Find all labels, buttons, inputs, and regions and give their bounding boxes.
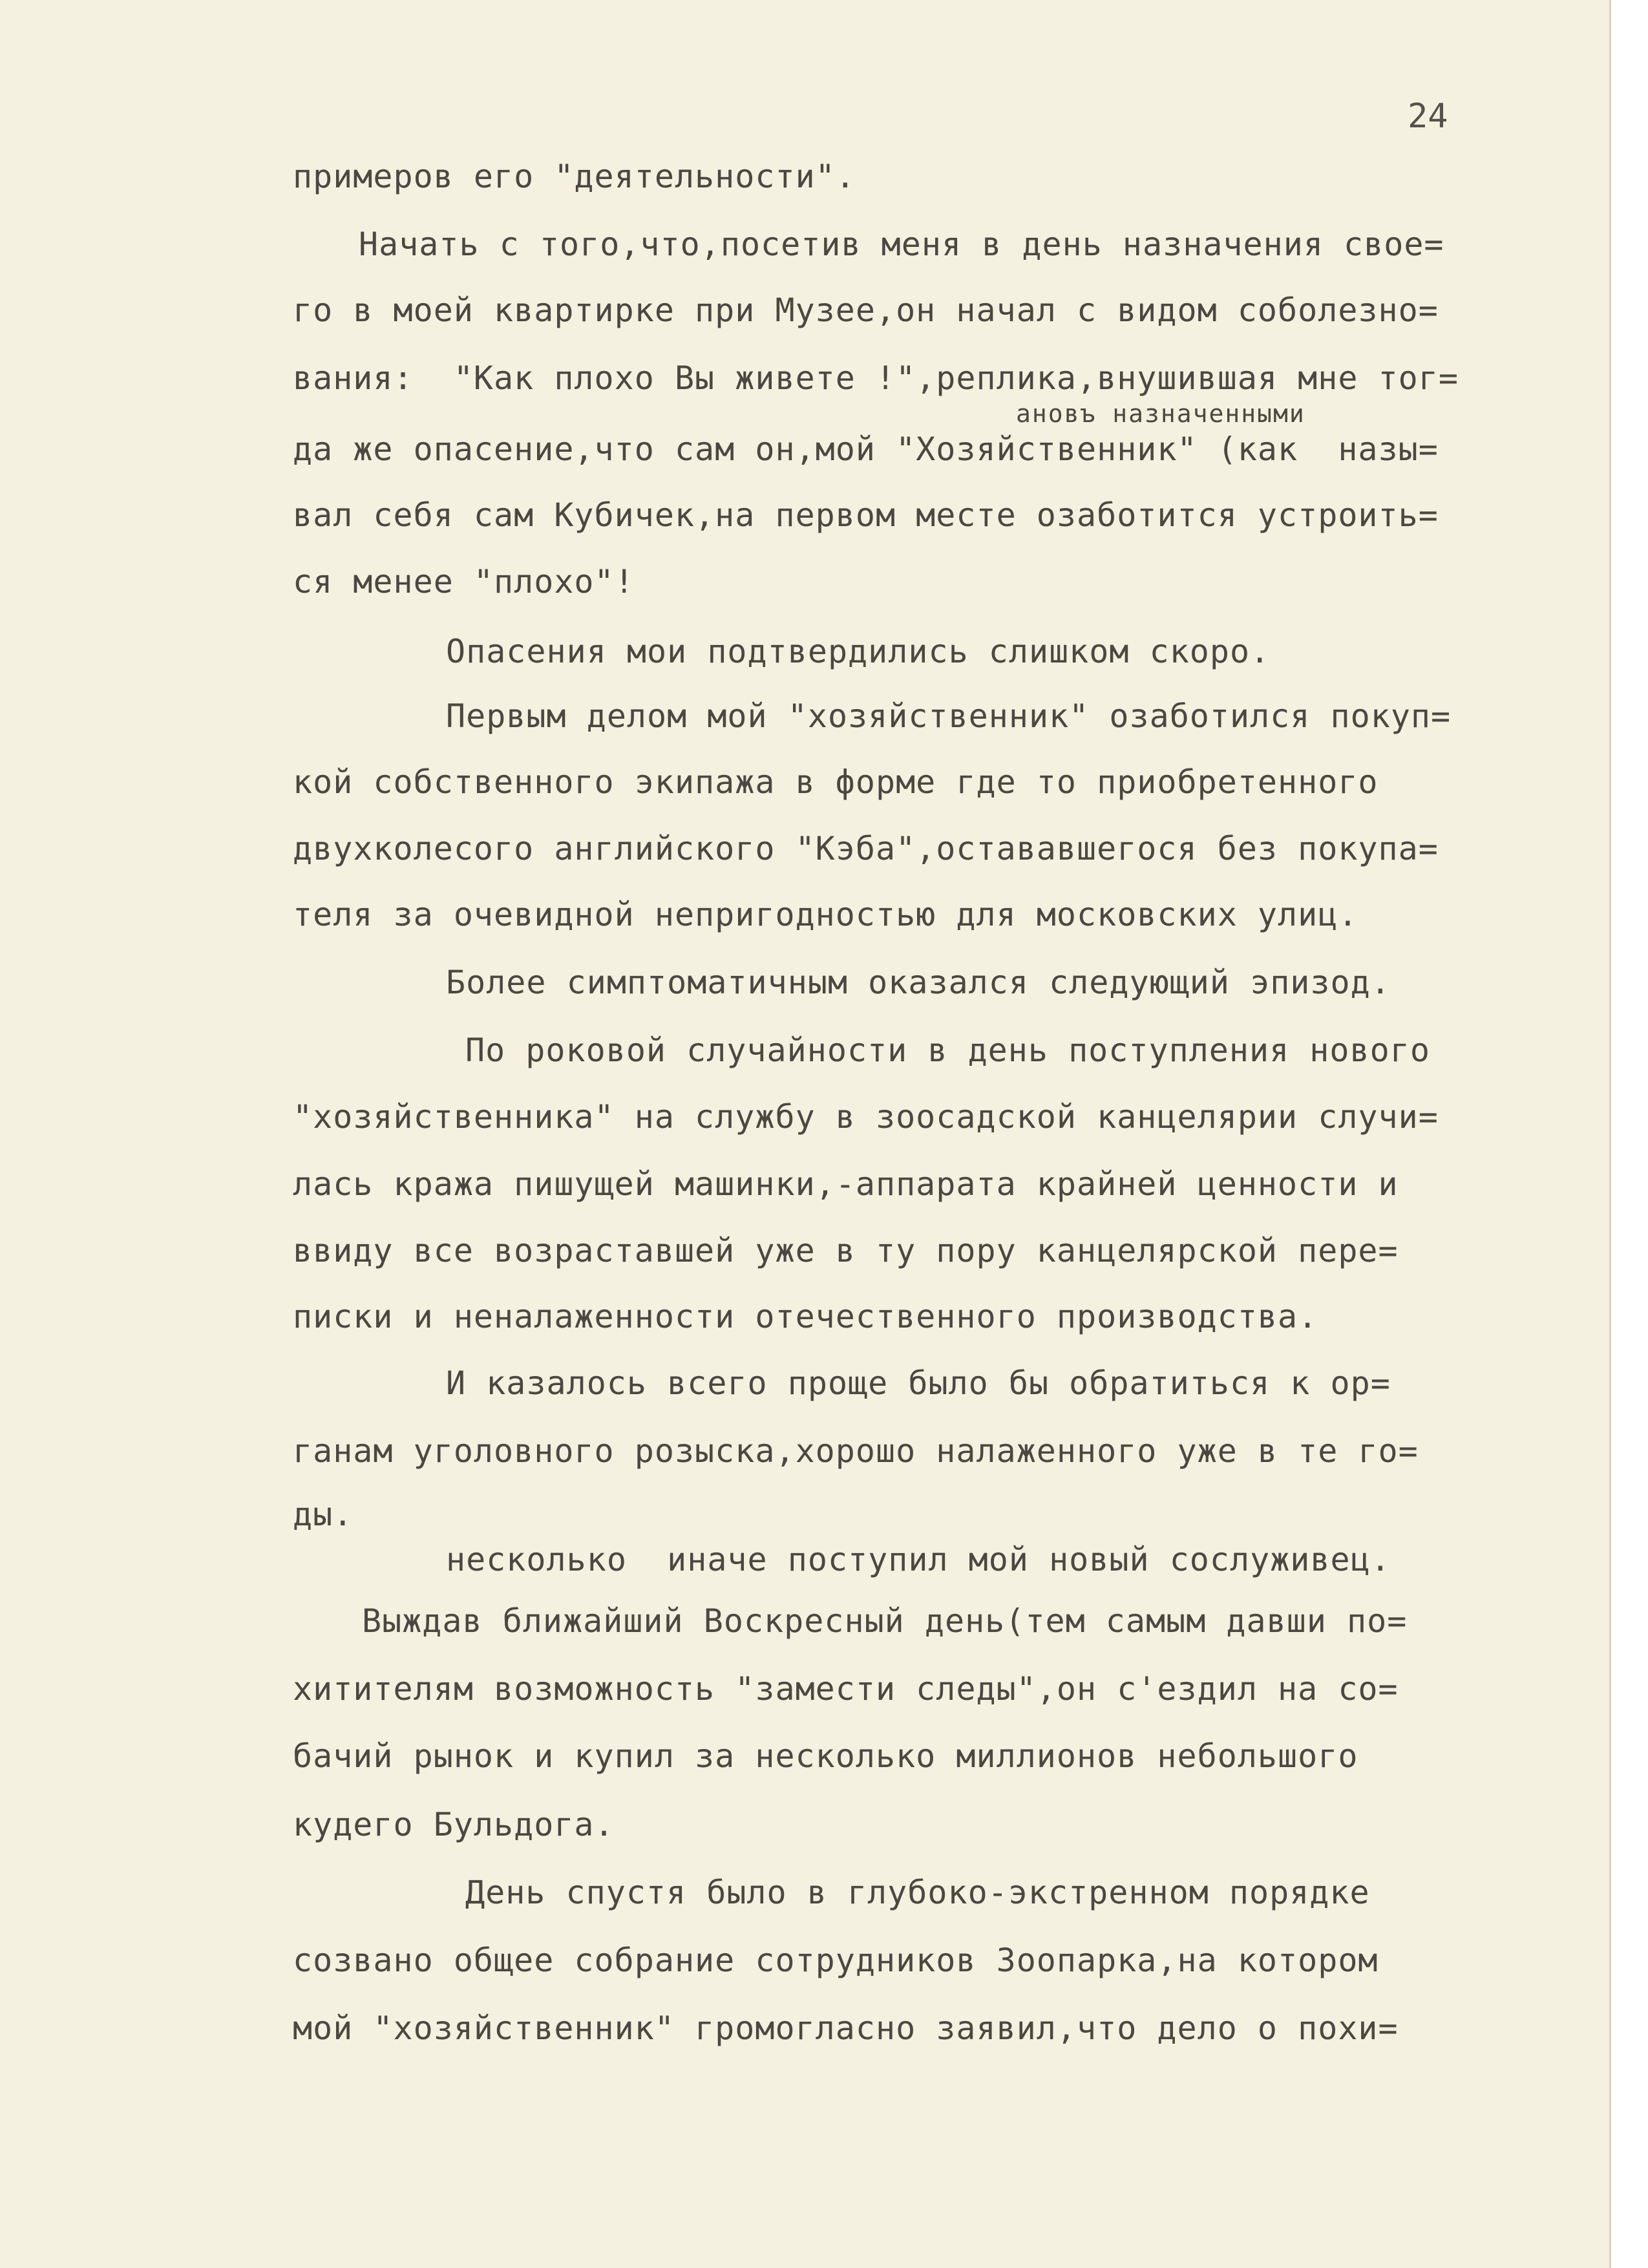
handwritten-insertion: ановъ назначенными — [1016, 399, 1305, 428]
text-line: теля за очевидной непригодностью для московских улиц. — [293, 896, 1358, 933]
text-line: ввиду все возраставшей уже в ту пору канцелярской пере= — [293, 1232, 1399, 1269]
text-line: "хозяйственника" на службу в зоосадской канцелярии случи= — [293, 1098, 1439, 1136]
text-line: День спустя было в глубоко-экстренном порядке — [465, 1874, 1370, 1911]
page-number: 24 — [1408, 97, 1448, 136]
text-line: мой "хозяйственник" громогласно заявил,что дело о похи= — [293, 2009, 1399, 2047]
text-line: да же опасение,что сам он,мой "Хозяйственник" (как назы= — [293, 430, 1439, 468]
text-line: ганам уголовного розыска,хорошо налаженного уже в те го= — [293, 1432, 1419, 1470]
text-line: вал себя сам Кубичек,на первом месте озаботится устроить= — [293, 496, 1439, 534]
text-line: Начать с того,что,посетив меня в день назначения свое= — [359, 226, 1444, 263]
text-line: ся менее "плохо"! — [293, 563, 635, 600]
text-line: бачий рынок и купил за несколько миллионов небольшого — [293, 1737, 1358, 1775]
text-line: лась кража пишущей машинки,-аппарата крайней ценности и — [293, 1165, 1399, 1203]
text-line: двухколесого английского "Кэба",остававшегося без покупа= — [293, 830, 1439, 867]
text-line: примеров его "деятельности". — [293, 158, 856, 195]
text-line: И казалось всего проще было бы обратиться к ор= — [446, 1364, 1391, 1402]
text-line: писки и неналаженности отечественного производства. — [293, 1298, 1318, 1335]
text-line: созвано общее собрание сотрудников Зоопарка,на котором — [293, 1942, 1379, 1979]
text-line: вания: "Как плохо Вы живете !",реплика,внушившая мне тог= — [293, 359, 1459, 397]
text-line: Более симптоматичным оказался следующий эпизод. — [446, 964, 1391, 1001]
text-line: кой собственного экипажа в форме где то приобретенного — [293, 763, 1379, 801]
text-line: го в моей квартирке при Музее,он начал с видом соболезно= — [293, 291, 1439, 329]
text-line: хитителям возможность "замести следы",он с'ездил на со= — [293, 1670, 1399, 1708]
text-line: Опасения мои подтвердились слишком скоро. — [446, 633, 1271, 670]
text-line: кудего Бульдога. — [293, 1806, 615, 1843]
text-line: Первым делом мой "хозяйственник" озаботился покуп= — [446, 697, 1452, 735]
text-line: Выждав ближайший Воскресный день(тем самым давши по= — [362, 1602, 1408, 1640]
text-line: несколько иначе поступил мой новый сослуживец. — [446, 1541, 1391, 1578]
text-line: ды. — [293, 1496, 354, 1533]
text-line: По роковой случайности в день поступления нового — [465, 1032, 1430, 1069]
